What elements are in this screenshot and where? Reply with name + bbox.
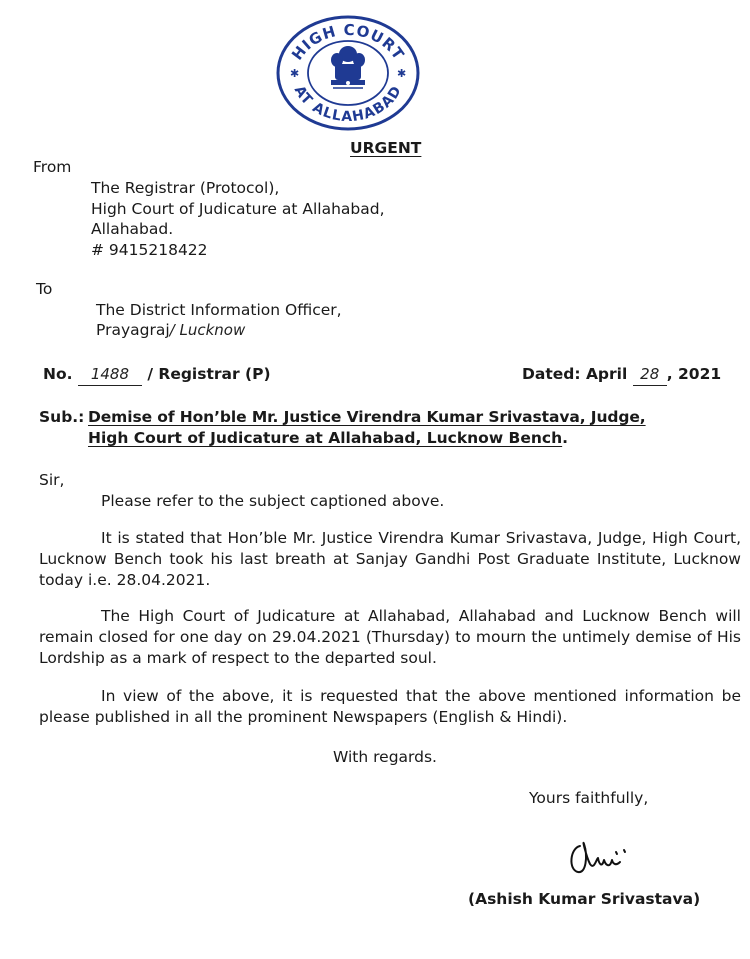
paragraph-4-text: In view of the above, it is requested that the above mentioned information be please published in all the prominent Newspapers (English & Hindi).: [39, 687, 741, 726]
paragraph-4: [39, 686, 741, 728]
subject-label: Sub.:: [39, 408, 85, 426]
high-court-seal: [275, 14, 421, 132]
no-suffix: / Registrar (P): [147, 365, 271, 383]
no-label: No.: [43, 365, 73, 383]
state-emblem-icon: [331, 46, 365, 88]
subject-line-2: [88, 428, 568, 449]
subject-line-2-end: .: [562, 429, 569, 447]
no-value: 1488: [78, 364, 142, 386]
seal-star-left-icon: ✱: [290, 67, 300, 80]
signature-image: [566, 834, 646, 884]
paragraph-3: [39, 606, 741, 669]
seal-star-right-icon: ✱: [397, 67, 407, 80]
from-line: The Registrar (Protocol),: [91, 179, 280, 197]
to-place-handwritten: / Lucknow: [169, 321, 246, 339]
regards: With regards.: [333, 748, 437, 766]
subject-line-1: Demise of Hon’ble Mr. Justice Virendra Kumar Srivastava, Judge,: [88, 408, 646, 426]
paragraph-2-text: It is stated that Hon’ble Mr. Justice Virendra Kumar Srivastava, Judge, High Court, Lucknow Bench took his last breath at Sanjay Gandhi Post Graduate Institute, Lucknow today i.e. 28.04.2021.: [39, 529, 741, 589]
urgent-heading: URGENT: [350, 139, 422, 157]
from-line: High Court of Judicature at Allahabad,: [91, 200, 385, 218]
subject-line-2-text: High Court of Judicature at Allahabad, Lucknow Bench: [88, 429, 563, 447]
to-line: The District Information Officer,: [96, 301, 342, 319]
dated-label: Dated: April: [522, 365, 628, 383]
from-phone: # 9415218422: [91, 241, 208, 259]
paragraph-1: Please refer to the subject captioned above.: [101, 492, 445, 510]
seal-top-text: HIGH COURT: [288, 20, 409, 64]
signatory-name: (Ashish Kumar Srivastava): [468, 890, 701, 908]
to-line-2: [96, 320, 245, 341]
reference-date: [522, 364, 721, 386]
paragraph-3-text: The High Court of Judicature at Allahabad, Allahabad and Lucknow Bench will remain closed for one day on 29.04.2021 (Thursday) to mourn the untimely demise of His Lordship as a mark of respect to the departed soul.: [39, 607, 741, 667]
salutation: Sir,: [39, 471, 65, 489]
dated-day: 28: [633, 364, 667, 386]
from-label: From: [33, 158, 72, 176]
from-line: Allahabad.: [91, 220, 174, 238]
dated-year: , 2021: [666, 365, 722, 383]
seal-bottom-text: AT ALLAHABAD: [290, 83, 406, 126]
to-place-printed: Prayagraj: [96, 321, 170, 339]
to-label: To: [36, 280, 53, 298]
paragraph-2: [39, 528, 741, 591]
yours-faithfully: Yours faithfully,: [529, 789, 649, 807]
reference-number: [43, 364, 271, 386]
